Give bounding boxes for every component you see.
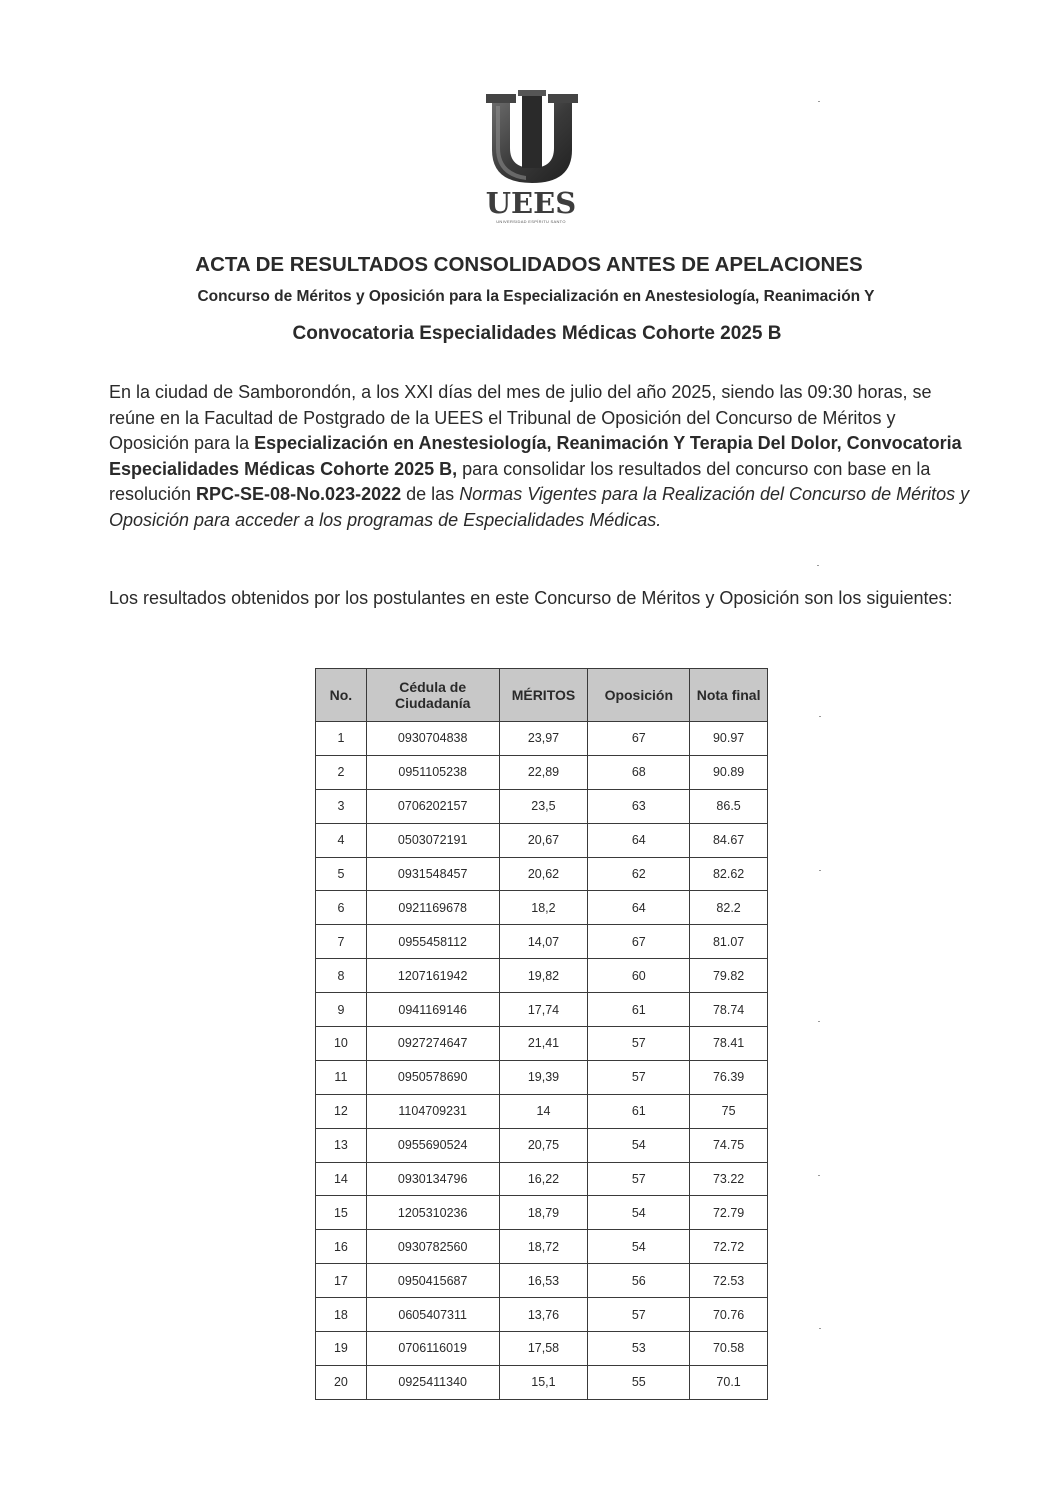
cell-oposicion: 54 xyxy=(588,1196,690,1230)
cell-meritos: 23,97 xyxy=(499,722,588,756)
cell-oposicion: 60 xyxy=(588,959,690,993)
results-table-body xyxy=(316,722,768,1400)
cell-meritos: 20,75 xyxy=(499,1128,588,1162)
cell-no: 12 xyxy=(316,1094,367,1128)
cell-oposicion: 57 xyxy=(588,1298,690,1332)
cell-meritos: 17,74 xyxy=(499,993,588,1027)
cell-no: 4 xyxy=(316,823,367,857)
cell-no: 14 xyxy=(316,1162,367,1196)
cell-meritos: 13,76 xyxy=(499,1298,588,1332)
cell-oposicion: 61 xyxy=(588,993,690,1027)
header-no: No. xyxy=(316,669,367,722)
cell-nota-final: 72.79 xyxy=(690,1196,768,1230)
table-row xyxy=(316,1298,768,1332)
header-oposicion: Oposición xyxy=(588,669,690,722)
table-row xyxy=(316,823,768,857)
results-intro: Los resultados obtenidos por los postulantes en este Concurso de Méritos y Oposición son los siguientes: xyxy=(109,588,953,608)
cell-cedula: 0925411340 xyxy=(366,1365,499,1399)
cell-cedula: 1104709231 xyxy=(366,1094,499,1128)
cell-nota-final: 74.75 xyxy=(690,1128,768,1162)
cell-nota-final: 82.2 xyxy=(690,891,768,925)
cell-no: 1 xyxy=(316,722,367,756)
cell-meritos: 22,89 xyxy=(499,755,588,789)
intro-bold-2: RPC-SE-08-No.023-2022 xyxy=(196,484,402,504)
cell-oposicion: 63 xyxy=(588,789,690,823)
cell-meritos: 19,39 xyxy=(499,1060,588,1094)
cell-cedula: 0706202157 xyxy=(366,789,499,823)
cell-meritos: 20,62 xyxy=(499,857,588,891)
cell-oposicion: 54 xyxy=(588,1230,690,1264)
cell-nota-final: 72.53 xyxy=(690,1264,768,1298)
cell-oposicion: 57 xyxy=(588,1162,690,1196)
cell-no: 17 xyxy=(316,1264,367,1298)
cell-no: 20 xyxy=(316,1365,367,1399)
table-header-row xyxy=(316,669,768,722)
cell-oposicion: 61 xyxy=(588,1094,690,1128)
cell-cedula: 0941169146 xyxy=(366,993,499,1027)
header-cedula: Cédula de Ciudadanía xyxy=(366,669,499,722)
scan-speck xyxy=(817,565,819,566)
cell-no: 10 xyxy=(316,1027,367,1061)
cell-meritos: 23,5 xyxy=(499,789,588,823)
intro-bold-1: Especialización en Anestesiología, Reanimación Y Terapia Del Dolor, Convocatoria Especialidades Médicas Cohorte 2025 B, xyxy=(109,433,962,479)
convocatoria-heading: Convocatoria Especialidades Médicas Cohorte 2025 B xyxy=(292,323,782,344)
table-row xyxy=(316,1332,768,1366)
cell-oposicion: 64 xyxy=(588,891,690,925)
cell-cedula: 0503072191 xyxy=(366,823,499,857)
cell-nota-final: 75 xyxy=(690,1094,768,1128)
cell-no: 3 xyxy=(316,789,367,823)
table-row xyxy=(316,1230,768,1264)
cell-no: 11 xyxy=(316,1060,367,1094)
cell-cedula: 0951105238 xyxy=(366,755,499,789)
scan-speck xyxy=(818,1021,820,1022)
cell-no: 13 xyxy=(316,1128,367,1162)
cell-no: 7 xyxy=(316,925,367,959)
table-row xyxy=(316,1264,768,1298)
cell-cedula: 1205310236 xyxy=(366,1196,499,1230)
cell-cedula: 1207161942 xyxy=(366,959,499,993)
results-table xyxy=(315,668,768,1400)
cell-cedula: 0950415687 xyxy=(366,1264,499,1298)
table-row xyxy=(316,722,768,756)
table-row xyxy=(316,857,768,891)
cell-no: 2 xyxy=(316,755,367,789)
scan-speck xyxy=(819,716,821,717)
table-row xyxy=(316,993,768,1027)
table-row xyxy=(316,1196,768,1230)
uees-emblem-icon xyxy=(468,88,594,188)
cell-meritos: 18,2 xyxy=(499,891,588,925)
cell-nota-final: 79.82 xyxy=(690,959,768,993)
cell-cedula: 0950578690 xyxy=(366,1060,499,1094)
scan-speck xyxy=(818,101,820,102)
cell-nota-final: 84.67 xyxy=(690,823,768,857)
cell-meritos: 15,1 xyxy=(499,1365,588,1399)
table-row xyxy=(316,789,768,823)
cell-no: 9 xyxy=(316,993,367,1027)
cell-cedula: 0706116019 xyxy=(366,1332,499,1366)
cell-meritos: 16,22 xyxy=(499,1162,588,1196)
cell-nota-final: 73.22 xyxy=(690,1162,768,1196)
cell-no: 8 xyxy=(316,959,367,993)
intro-text-2: para consolidar los resultados del concurso con base en la resolución xyxy=(109,458,931,504)
cell-meritos: 17,58 xyxy=(499,1332,588,1366)
logo-wordmark: UEES xyxy=(485,186,577,220)
table-row xyxy=(316,1162,768,1196)
intro-text-3: de las xyxy=(401,484,460,504)
cell-nota-final: 78.74 xyxy=(690,993,768,1027)
table-row xyxy=(316,1027,768,1061)
logo-tagline: UNIVERSIDAD ESPÍRITU SANTO xyxy=(496,219,566,224)
cell-oposicion: 56 xyxy=(588,1264,690,1298)
header-meritos: MÉRITOS xyxy=(499,669,588,722)
cell-oposicion: 55 xyxy=(588,1365,690,1399)
cell-oposicion: 68 xyxy=(588,755,690,789)
cell-meritos: 14 xyxy=(499,1094,588,1128)
cell-nota-final: 78.41 xyxy=(690,1027,768,1061)
cell-no: 6 xyxy=(316,891,367,925)
table-row xyxy=(316,1128,768,1162)
cell-oposicion: 57 xyxy=(588,1060,690,1094)
cell-oposicion: 64 xyxy=(588,823,690,857)
scan-speck xyxy=(819,870,821,871)
cell-nota-final: 76.39 xyxy=(690,1060,768,1094)
cell-nota-final: 90.97 xyxy=(690,722,768,756)
scan-speck xyxy=(818,1175,820,1176)
cell-nota-final: 70.76 xyxy=(690,1298,768,1332)
scan-speck xyxy=(819,1328,821,1329)
cell-no: 15 xyxy=(316,1196,367,1230)
cell-oposicion: 54 xyxy=(588,1128,690,1162)
cell-meritos: 14,07 xyxy=(499,925,588,959)
cell-no: 18 xyxy=(316,1298,367,1332)
cell-oposicion: 67 xyxy=(588,925,690,959)
intro-paragraph xyxy=(109,380,979,533)
cell-cedula: 0930134796 xyxy=(366,1162,499,1196)
table-row xyxy=(316,1365,768,1399)
table-row xyxy=(316,755,768,789)
cell-cedula: 0927274647 xyxy=(366,1027,499,1061)
cell-cedula: 0931548457 xyxy=(366,857,499,891)
cell-oposicion: 62 xyxy=(588,857,690,891)
cell-oposicion: 67 xyxy=(588,722,690,756)
uees-logo xyxy=(468,88,594,236)
cell-cedula: 0955690524 xyxy=(366,1128,499,1162)
cell-cedula: 0921169678 xyxy=(366,891,499,925)
cell-meritos: 20,67 xyxy=(499,823,588,857)
cell-no: 19 xyxy=(316,1332,367,1366)
table-row xyxy=(316,959,768,993)
table-row xyxy=(316,891,768,925)
cell-nota-final: 81.07 xyxy=(690,925,768,959)
cell-meritos: 18,72 xyxy=(499,1230,588,1264)
cell-cedula: 0930704838 xyxy=(366,722,499,756)
table-row xyxy=(316,1094,768,1128)
cell-oposicion: 57 xyxy=(588,1027,690,1061)
intro-text-1: En la ciudad de Samborondón, a los XXI días del mes de julio del año 2025, siendo las 09:30 horas, se reúne en la Facultad de Postgrado de la UEES el Tribunal de Oposición del Concurso de Méritos y Oposición para la xyxy=(109,382,932,453)
intro-italic-1: Normas Vigentes para la Realización del Concurso de Méritos y Oposición para acceder a los programas de Especialidades Médicas. xyxy=(109,484,970,530)
cell-nota-final: 82.62 xyxy=(690,857,768,891)
cell-meritos: 18,79 xyxy=(499,1196,588,1230)
cell-oposicion: 53 xyxy=(588,1332,690,1366)
cell-nota-final: 86.5 xyxy=(690,789,768,823)
header-nota-final: Nota final xyxy=(690,669,768,722)
cell-nota-final: 90.89 xyxy=(690,755,768,789)
cell-cedula: 0605407311 xyxy=(366,1298,499,1332)
cell-nota-final: 70.58 xyxy=(690,1332,768,1366)
table-row xyxy=(316,1060,768,1094)
cell-cedula: 0955458112 xyxy=(366,925,499,959)
document-subtitle: Concurso de Méritos y Oposición para la Especialización en Anestesiología, Reanimación Y xyxy=(197,288,875,305)
cell-nota-final: 72.72 xyxy=(690,1230,768,1264)
cell-meritos: 21,41 xyxy=(499,1027,588,1061)
cell-cedula: 0930782560 xyxy=(366,1230,499,1264)
cell-no: 16 xyxy=(316,1230,367,1264)
document-title: ACTA DE RESULTADOS CONSOLIDADOS ANTES DE APELACIONES xyxy=(195,253,863,276)
cell-nota-final: 70.1 xyxy=(690,1365,768,1399)
cell-no: 5 xyxy=(316,857,367,891)
cell-meritos: 16,53 xyxy=(499,1264,588,1298)
table-row xyxy=(316,925,768,959)
cell-meritos: 19,82 xyxy=(499,959,588,993)
